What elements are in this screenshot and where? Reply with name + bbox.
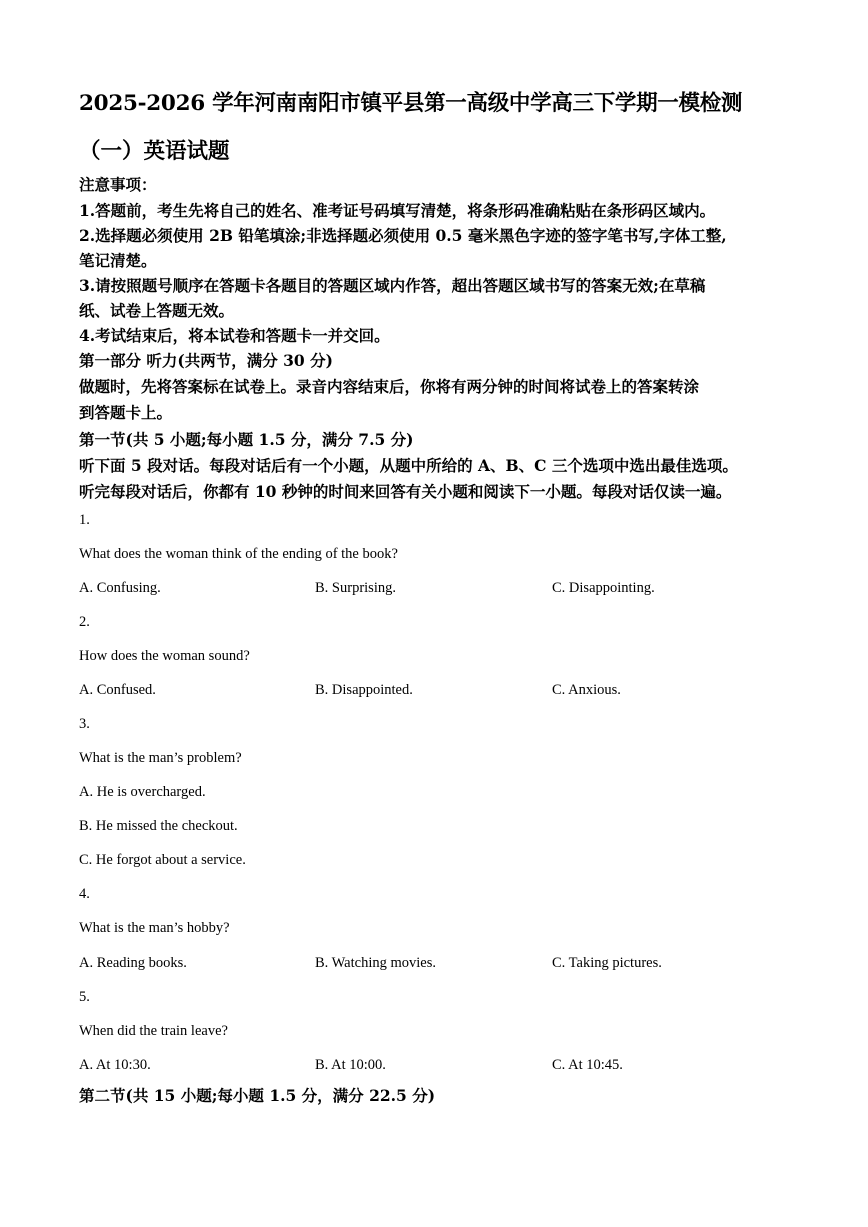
option-c: C. Taking pictures. — [552, 955, 662, 971]
notice-heading: 注意事项： — [79, 175, 157, 194]
option-a: A. Reading books. — [79, 955, 187, 971]
option-b: B. Surprising. — [315, 580, 396, 596]
question-number: 3. — [79, 716, 90, 732]
question-stem: What is the man’s hobby? — [79, 920, 230, 936]
section1-heading: 第一节(共 5 小题;每小题 1.5 分，满分 7.5 分) — [79, 430, 414, 449]
question-stem: When did the train leave? — [79, 1023, 228, 1039]
option-a: A. He is overcharged. — [79, 784, 206, 800]
section1-instruction-line2: 听完每段对话后，你都有 10 秒钟的时间来回答有关小题和阅读下一小题。每段对话仅读一遍。 — [79, 482, 732, 501]
question-stem: How does the woman sound? — [79, 648, 250, 664]
option-a: A. Confused. — [79, 682, 156, 698]
option-a: A. At 10:30. — [79, 1057, 151, 1073]
notice-item-1: 1.答题前，考生先将自己的姓名、准考证号码填写清楚，将条形码准确粘贴在条形码区域内。 — [79, 201, 716, 220]
option-b: B. At 10:00. — [315, 1057, 386, 1073]
exam-title-line2: （一）英语试题 — [79, 139, 230, 164]
option-b: B. Watching movies. — [315, 955, 436, 971]
section2-heading: 第二节(共 15 小题;每小题 1.5 分，满分 22.5 分) — [79, 1086, 436, 1105]
question-stem: What does the woman think of the ending of the book? — [79, 546, 398, 562]
question-number: 4. — [79, 886, 90, 902]
option-b: B. He missed the checkout. — [79, 818, 238, 834]
option-c: C. At 10:45. — [552, 1057, 623, 1073]
exam-title-line1: 2025-2026 学年河南南阳市镇平县第一高级中学高三下学期一模检测 — [79, 91, 743, 116]
part1-intro-line2: 到答题卡上。 — [79, 403, 173, 422]
question-stem: What is the man’s problem? — [79, 750, 242, 766]
notice-item-2-line1: 2.选择题必须使用 2B 铅笔填涂;非选择题必须使用 0.5 毫米黑色字迹的签字笔书写,字体工整, — [79, 226, 727, 245]
question-number: 2. — [79, 614, 90, 630]
option-b: B. Disappointed. — [315, 682, 413, 698]
notice-item-2-line2: 笔记清楚。 — [79, 251, 157, 270]
option-c: C. He forgot about a service. — [79, 852, 246, 868]
notice-item-3-line1: 3.请按照题号顺序在答题卡各题目的答题区域内作答，超出答题区域书写的答案无效;在草稿 — [79, 276, 706, 295]
part1-heading: 第一部分 听力(共两节，满分 30 分) — [79, 351, 333, 370]
notice-item-3-line2: 纸、试卷上答题无效。 — [79, 301, 235, 320]
option-c: C. Disappointing. — [552, 580, 655, 596]
question-number: 5. — [79, 989, 90, 1005]
section1-instruction-line1: 听下面 5 段对话。每段对话后有一个小题，从题中所给的 A、B、C 三个选项中选出最佳选项。 — [79, 456, 738, 475]
question-number: 1. — [79, 512, 90, 528]
notice-item-4: 4.考试结束后，将本试卷和答题卡一并交回。 — [79, 326, 390, 345]
option-a: A. Confusing. — [79, 580, 161, 596]
part1-intro-line1: 做题时，先将答案标在试卷上。录音内容结束后，你将有两分钟的时间将试卷上的答案转涂 — [79, 377, 700, 396]
option-c: C. Anxious. — [552, 682, 621, 698]
